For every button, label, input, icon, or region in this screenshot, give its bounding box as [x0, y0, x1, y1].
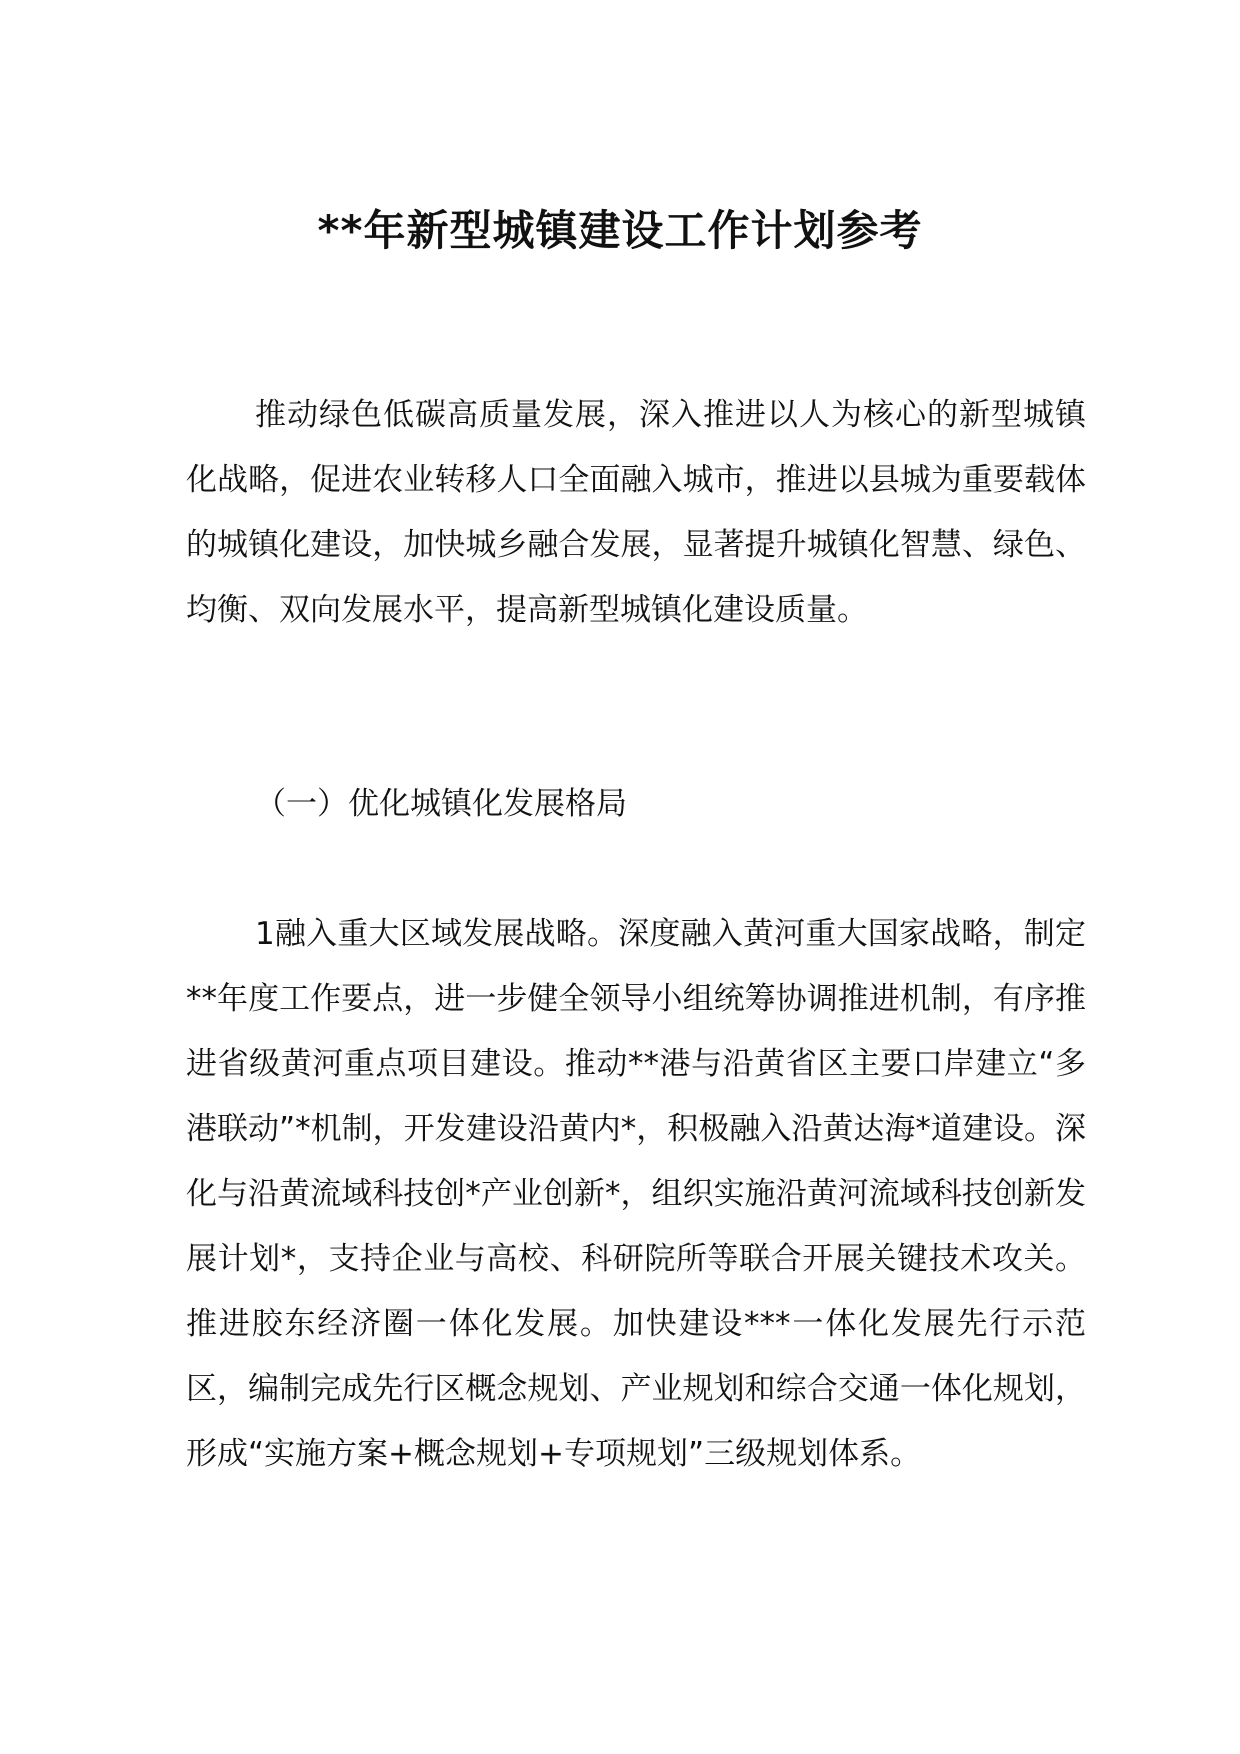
intro-paragraph: 推动绿色低碳高质量发展，深入推进以人为核心的新型城镇化战略，促进农业转移人口全面融入城市，推进以县城为重要载体的城镇化建设，加快城乡融合发展，显著提升城镇化智慧、绿色、均衡、双向发展水平，提高新型城镇化建设质量。 — [186, 397, 1086, 628]
section-heading: （一）优化城镇化发展格局 — [255, 786, 627, 822]
body-paragraph: 1融入重大区域发展战略。深度融入黄河重大国家战略，制定**年度工作要点，进一步健全领导小组统筹协调推进机制，有序推进省级黄河重点项目建设。推动**港与沿黄省区主要口岸建立“多港联动”*机制，开发建设沿黄内*，积极融入沿黄达海*道建设。深化与沿黄流域科技创*产业创新*，组织实施沿黄河流域科技创新发展计划*，支持企业与高校、科研院所等联合开展关键技术攻关。推进胶东经济圈一体化发展。加快建设***一体化发展先行示范区，编制完成先行区概念规划、产业规划和综合交通一体化规划，形成“实施方案+概念规划+专项规划”三级规划体系。 — [186, 916, 1086, 1472]
document-title: **年新型城镇建设工作计划参考 — [317, 206, 923, 255]
